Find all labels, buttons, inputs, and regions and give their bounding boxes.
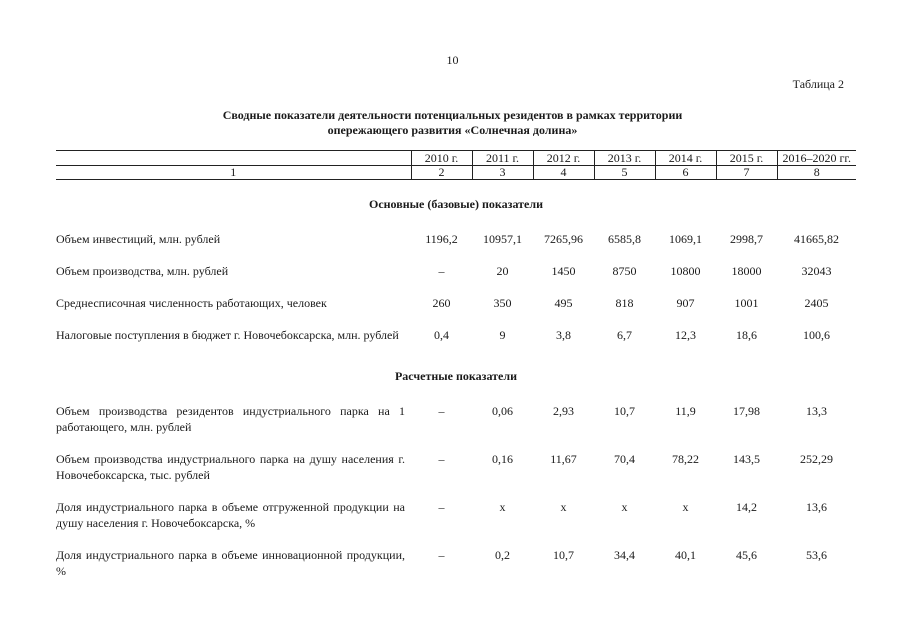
section-title: Расчетные показатели — [394, 369, 518, 383]
row-value: 1196,2 — [425, 232, 458, 246]
table-row — [56, 224, 856, 256]
row-value: 13,6 — [806, 500, 827, 514]
row-value: 18000 — [731, 264, 762, 278]
row-value: х — [560, 500, 567, 514]
row-label: Объем производства, млн. рублей — [56, 264, 229, 278]
row-value: 11,67 — [550, 452, 577, 466]
row-value: 6,7 — [617, 328, 632, 342]
row-value: 2405 — [804, 296, 829, 310]
column-number: 8 — [777, 166, 856, 180]
row-value: 17,98 — [733, 404, 760, 418]
row-label: Объем инвестиций, млн. рублей — [56, 232, 221, 246]
table-body — [56, 180, 856, 589]
row-value: 0,06 — [492, 404, 513, 418]
row-value: – — [438, 264, 445, 278]
row-value: 6585,8 — [608, 232, 641, 246]
header-cell-label — [56, 151, 411, 166]
column-number: 2 — [411, 166, 472, 180]
column-number: 1 — [56, 166, 411, 180]
column-number: 7 — [716, 166, 777, 180]
row-value: – — [438, 404, 445, 418]
row-value: 1069,1 — [669, 232, 702, 246]
row-value: 8750 — [612, 264, 637, 278]
row-value: х — [682, 500, 689, 514]
row-label: Доля индустриального парка в объеме инновационной продукции, % — [56, 548, 405, 578]
row-value: 100,6 — [803, 328, 830, 342]
section-heading-row — [56, 352, 856, 396]
row-value: 13,3 — [806, 404, 827, 418]
row-value: 10,7 — [614, 404, 635, 418]
row-value: 260 — [432, 296, 451, 310]
section-title: Основные (базовые) показатели — [368, 197, 543, 211]
row-value: 0,16 — [492, 452, 513, 466]
indicators-table — [56, 150, 856, 588]
row-label: Среднесписочная численность работающих, человек — [56, 296, 327, 310]
row-value: 32043 — [801, 264, 832, 278]
row-value: 0,2 — [495, 548, 510, 562]
table-label: Таблица 2 — [792, 77, 844, 91]
table-row — [56, 492, 856, 540]
row-value: 14,2 — [736, 500, 757, 514]
row-value: 53,6 — [806, 548, 827, 562]
row-value: 20 — [496, 264, 509, 278]
row-value: 143,5 — [733, 452, 760, 466]
table-row — [56, 320, 856, 352]
row-value: 1001 — [734, 296, 759, 310]
row-value: 1450 — [551, 264, 576, 278]
header-cell-year: 2010 г. — [411, 151, 472, 166]
row-value: 10800 — [670, 264, 701, 278]
table-row — [56, 256, 856, 288]
row-value: 3,8 — [556, 328, 571, 342]
row-value: 495 — [554, 296, 573, 310]
row-value: 41665,82 — [794, 232, 839, 246]
header-cell-year: 2014 г. — [655, 151, 716, 166]
table-row — [56, 396, 856, 444]
row-value: 818 — [615, 296, 634, 310]
section-heading-row — [56, 180, 856, 225]
row-value: 10957,1 — [483, 232, 522, 246]
header-cell-year: 2012 г. — [533, 151, 594, 166]
row-value: х — [499, 500, 506, 514]
row-value: – — [438, 548, 445, 562]
row-value: 11,9 — [675, 404, 696, 418]
row-value: 34,4 — [614, 548, 635, 562]
header-cell-year: 2015 г. — [716, 151, 777, 166]
row-value: 70,4 — [614, 452, 635, 466]
column-number: 4 — [533, 166, 594, 180]
row-value: 40,1 — [675, 548, 696, 562]
header-cell-year: 2013 г. — [594, 151, 655, 166]
row-label: Доля индустриального парка в объеме отгруженной продукции на душу населения г. Новочебоксарска, % — [56, 500, 405, 530]
row-value: – — [438, 452, 445, 466]
row-value: 350 — [493, 296, 512, 310]
row-value: 78,22 — [672, 452, 699, 466]
document-title — [0, 108, 905, 138]
column-number: 5 — [594, 166, 655, 180]
row-value: 9 — [499, 328, 506, 342]
row-value: х — [621, 500, 628, 514]
title-line-1: Сводные показатели деятельности потенциальных резидентов в рамках территории — [222, 108, 683, 122]
column-number-row — [56, 166, 856, 180]
column-number: 6 — [655, 166, 716, 180]
header-cell-year: 2011 г. — [472, 151, 533, 166]
header-cell-year: 2016–2020 гг. — [777, 151, 856, 166]
header-row — [56, 151, 856, 166]
row-label: Объем производства индустриального парка на душу населения г. Новочебоксарска, тыс. рублей — [56, 452, 405, 482]
row-value: 12,3 — [675, 328, 696, 342]
row-value: 2,93 — [553, 404, 574, 418]
row-value: 252,29 — [800, 452, 833, 466]
row-value: 7265,96 — [544, 232, 583, 246]
title-line-2: опережающего развития «Солнечная долина» — [327, 123, 578, 137]
row-value: – — [438, 500, 445, 514]
row-value: 907 — [676, 296, 695, 310]
row-label: Объем производства резидентов индустриального парка на 1 работающего, млн. рублей — [56, 404, 405, 434]
row-value: 2998,7 — [730, 232, 763, 246]
table-row — [56, 444, 856, 492]
row-value: 18,6 — [736, 328, 757, 342]
row-label: Налоговые поступления в бюджет г. Новочебоксарска, млн. рублей — [56, 328, 399, 342]
table-row — [56, 288, 856, 320]
table-row — [56, 540, 856, 588]
row-value: 45,6 — [736, 548, 757, 562]
page-number: 10 — [446, 53, 459, 67]
row-value: 0,4 — [434, 328, 449, 342]
row-value: 10,7 — [553, 548, 574, 562]
column-number: 3 — [472, 166, 533, 180]
